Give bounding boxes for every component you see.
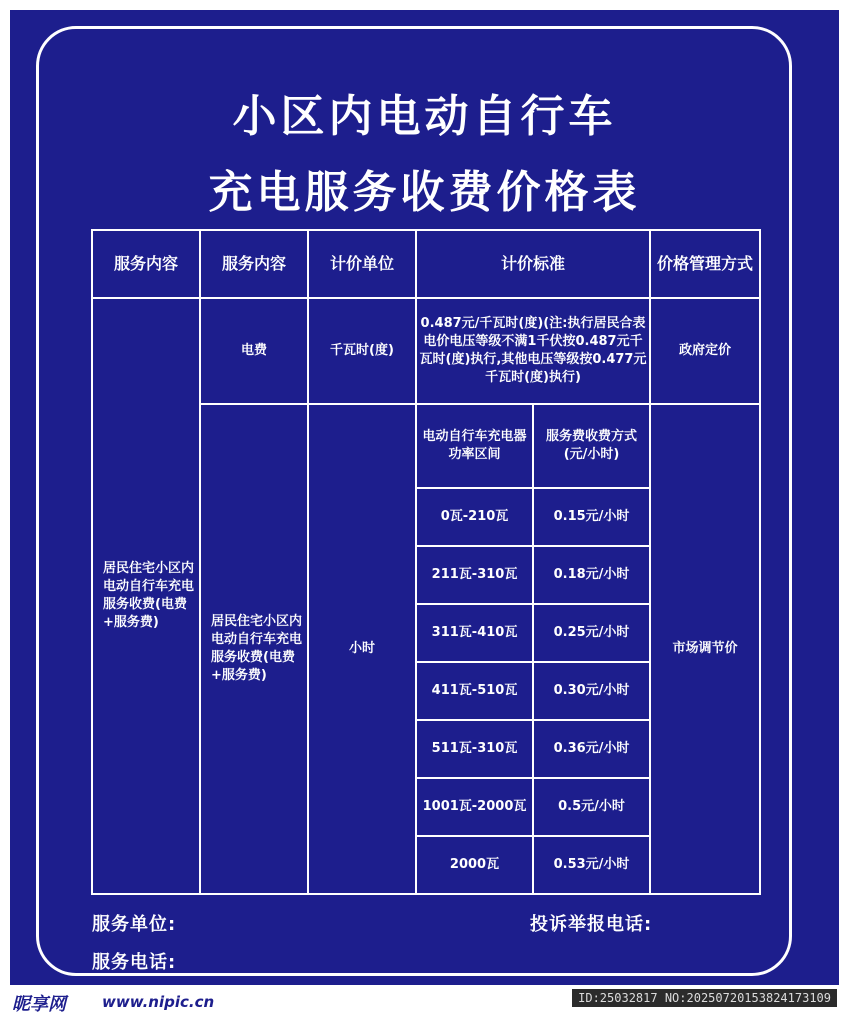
footer-service-unit: 服务单位: xyxy=(92,914,177,935)
power-range: 2000瓦 xyxy=(416,836,533,894)
watermark-url: www.nipic.cn xyxy=(102,993,215,1011)
watermark-logo: 昵享网 xyxy=(12,994,66,1015)
sub-header-fee-method: 服务费收费方式(元/小时) xyxy=(533,404,650,488)
footer-complaint-phone: 投诉举报电话: xyxy=(530,914,653,935)
title-line-1: 小区内电动自行车 xyxy=(232,91,617,142)
table-header-row xyxy=(92,230,760,298)
service-unit: 小时 xyxy=(308,404,416,894)
sub-header-power-range: 电动自行车充电器功率区间 xyxy=(416,404,533,488)
price-table xyxy=(91,229,761,895)
service-management: 市场调节价 xyxy=(650,404,760,894)
fee-price: 0.15元/小时 xyxy=(533,488,650,546)
fee-price: 0.18元/小时 xyxy=(533,546,650,604)
fee-price: 0.36元/小时 xyxy=(533,720,650,778)
electricity-management: 政府定价 xyxy=(650,298,760,404)
electricity-unit: 千瓦时(度) xyxy=(308,298,416,404)
power-range: 311瓦-410瓦 xyxy=(416,604,533,662)
table-row-electricity xyxy=(92,298,760,404)
header-price-management: 价格管理方式 xyxy=(650,230,760,298)
electricity-standard: 0.487元/千瓦时(度)(注:执行居民合表电价电压等级不满1千伏按0.487元千瓦时(度)执行,其他电压等级按0.477元千瓦时(度)执行) xyxy=(416,298,650,404)
header-pricing-unit: 计价单位 xyxy=(308,230,416,298)
fee-price: 0.25元/小时 xyxy=(533,604,650,662)
watermark-id: ID:25032817 NO:20250720153824173109 xyxy=(572,989,837,1007)
power-range: 411瓦-510瓦 xyxy=(416,662,533,720)
header-service-content-1: 服务内容 xyxy=(92,230,200,298)
header-pricing-standard: 计价标准 xyxy=(416,230,650,298)
power-range: 1001瓦-2000瓦 xyxy=(416,778,533,836)
header-service-content-2: 服务内容 xyxy=(200,230,308,298)
power-range: 211瓦-310瓦 xyxy=(416,546,533,604)
title-line-2: 充电服务收费价格表 xyxy=(208,167,641,218)
fee-price: 0.53元/小时 xyxy=(533,836,650,894)
power-range: 0瓦-210瓦 xyxy=(416,488,533,546)
footer-service-phone: 服务电话: xyxy=(92,952,177,973)
electricity-item: 电费 xyxy=(200,298,308,404)
fee-price: 0.5元/小时 xyxy=(533,778,650,836)
service-item: 居民住宅小区内电动自行车充电服务收费(电费+服务费) xyxy=(200,404,308,894)
category-cell: 居民住宅小区内电动自行车充电服务收费(电费+服务费) xyxy=(92,298,200,894)
power-range: 511瓦-310瓦 xyxy=(416,720,533,778)
fee-price: 0.30元/小时 xyxy=(533,662,650,720)
